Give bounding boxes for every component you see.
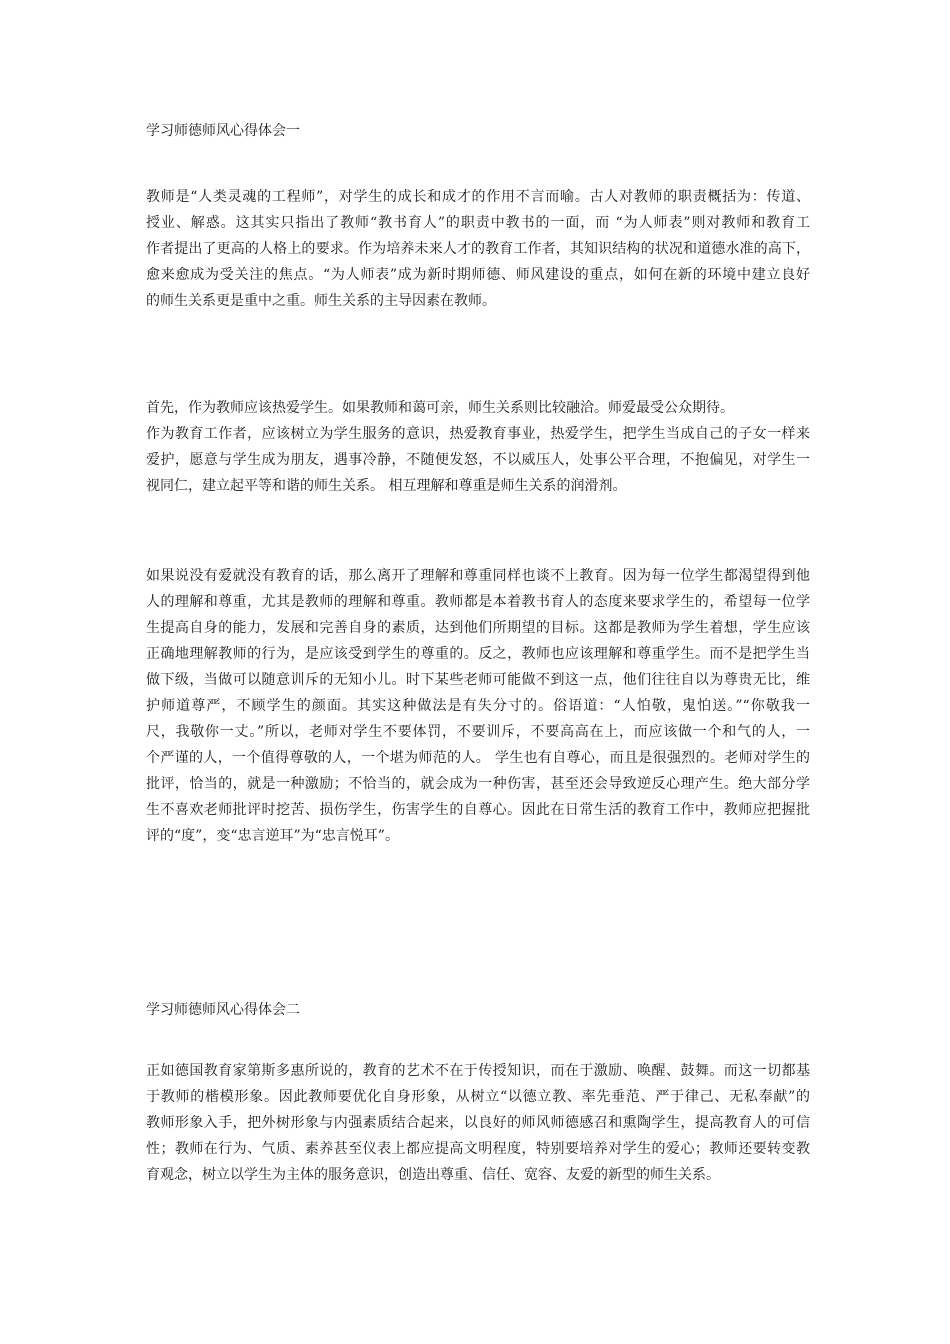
paragraph-4 bbox=[146, 1058, 810, 1188]
paragraph-line: 正确地理解教师的行为，是应该受到学生的尊重的。反之，教师也应该理解和尊重学生。而不是把学生当 bbox=[146, 646, 810, 662]
paragraph-line: 首先，作为教师应该热爱学生。如果教师和蔼可亲，师生关系则比较融洽。师爱最受公众期待。 bbox=[146, 400, 734, 416]
paragraph-line: 正如德国教育家第斯多惠所说的，教育的艺术不在于传授知识，而在于激励、唤醒、鼓舞。而这一切都基 bbox=[146, 1063, 810, 1079]
paragraph-line: 性；教师在行为、气质、素养甚至仪表上都应提高文明程度，特别要培养对学生的爱心；教师还要转变教 bbox=[146, 1141, 810, 1157]
section-heading-2 bbox=[146, 997, 810, 1023]
paragraph-2 bbox=[146, 395, 810, 499]
paragraph-line: 做下级，当做可以随意训斥的无知小儿。时下某些老师可能做不到这一点，他们往往自以为尊贵无比，维 bbox=[146, 672, 810, 688]
paragraph-line: 生不喜欢老师批评时挖苦、损伤学生，伤害学生的自尊心。因此在日常生活的教育工作中，教师应把握批 bbox=[146, 802, 810, 818]
paragraph-line: 作为教育工作者，应该树立为学生服务的意识，热爱教育事业，热爱学生，把学生当成自己的子女一样来 bbox=[146, 426, 810, 442]
section-heading-1 bbox=[146, 118, 810, 144]
paragraph-line: 护师道尊严，不顾学生的颜面。其实这种做法是有失分寸的。俗语道：“人怕敬，鬼怕送。”“你敬我一 bbox=[146, 698, 810, 714]
paragraph-line: 愈来愈成为受关注的焦点。“为人师表”成为新时期师德、师风建设的重点，如何在新的环境中建立良好 bbox=[146, 267, 810, 283]
paragraph-line: 批评，恰当的，就是一种激励；不恰当的，就会成为一种伤害，甚至还会导致逆反心理产生。绝大部分学 bbox=[146, 776, 810, 792]
paragraph-line: 人的理解和尊重，尤其是教师的理解和尊重。教师都是本着教书育人的态度来要求学生的，希望每一位学 bbox=[146, 594, 810, 610]
paragraph-1 bbox=[146, 184, 810, 314]
paragraph-line: 授业、解惑。这其实只指出了教师“教书育人”的职责中教书的一面，而 “为人师表”则对教师和教育工 bbox=[146, 215, 810, 231]
paragraph-line: 育观念，树立以学生为主体的服务意识，创造出尊重、信任、宽容、友爱的新型的师生关系。 bbox=[146, 1167, 720, 1183]
paragraph-line: 评的“度”，变“忠言逆耳”为“忠言悦耳”。 bbox=[146, 828, 399, 844]
paragraph-line: 于教师的楷模形象。因此教师要优化自身形象，从树立“以德立教、率先垂范、严于律己、无私奉献”的 bbox=[146, 1089, 810, 1105]
paragraph-line: 爱护，愿意与学生成为朋友，遇事冷静，不随便发怒，不以威压人，处事公平合理，不抱偏见，对学生一 bbox=[146, 452, 810, 468]
paragraph-line: 视同仁，建立起平等和谐的师生关系。 相互理解和尊重是师生关系的润滑剂。 bbox=[146, 478, 627, 494]
heading-text: 学习师德师风心得体会二 bbox=[146, 1002, 300, 1018]
paragraph-3 bbox=[146, 563, 810, 849]
paragraph-line: 尺，我敬你一丈。”所以，老师对学生不要体罚，不要训斥，不要高高在上，而应该做一个和气的人，一 bbox=[146, 724, 810, 740]
paragraph-line: 的师生关系更是重中之重。师生关系的主导因素在教师。 bbox=[146, 293, 496, 309]
paragraph-line: 生提高自身的能力，发展和完善自身的素质，达到他们所期望的目标。这都是教师为学生着想，学生应该 bbox=[146, 620, 810, 636]
paragraph-line: 作者提出了更高的人格上的要求。作为培养未来人才的教育工作者，其知识结构的状况和道德水准的高下， bbox=[146, 241, 810, 257]
paragraph-line: 教师是“人类灵魂的工程师”，对学生的成长和成才的作用不言而喻。古人对教师的职责概括为：传道、 bbox=[146, 189, 810, 205]
paragraph-line: 个严谨的人，一个值得尊敬的人，一个堪为师范的人。 学生也有自尊心，而且是很强烈的。老师对学生的 bbox=[146, 750, 810, 766]
heading-text: 学习师德师风心得体会一 bbox=[146, 123, 300, 139]
paragraph-line: 如果说没有爱就没有教育的话，那么离开了理解和尊重同样也谈不上教育。因为每一位学生都渴望得到他 bbox=[146, 568, 810, 584]
paragraph-line: 教师形象入手，把外树形象与内强素质结合起来，以良好的师风师德感召和熏陶学生，提高教育人的可信 bbox=[146, 1115, 810, 1131]
